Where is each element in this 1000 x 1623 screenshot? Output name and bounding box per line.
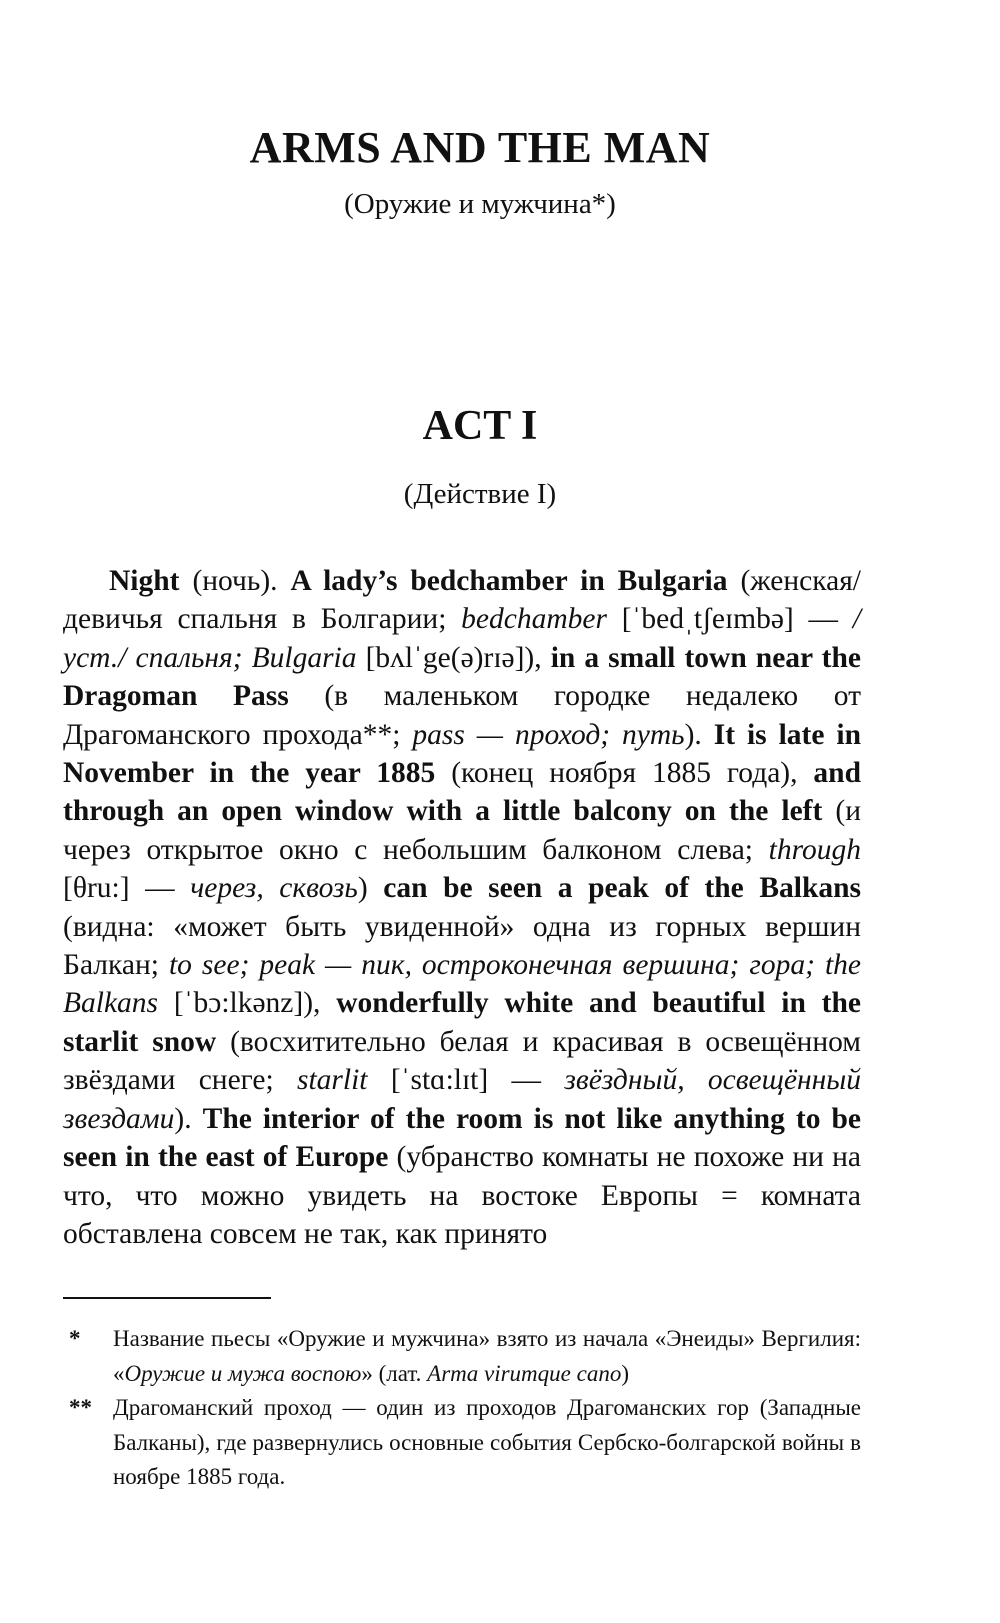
text-transcription: [ˈbedˌtʃeɪmbə] —	[607, 603, 853, 636]
footnote	[63, 1322, 861, 1391]
text-original: The interior of the room is not like anything to be seen in the east of Europe	[63, 1102, 861, 1174]
text-translation: (в маленьком городке недалеко от Драгоманского прохода**;	[63, 680, 862, 751]
text-translation: (женская/девичья спальня в Болгарии;	[63, 565, 861, 636]
act-title: ACT I	[422, 403, 538, 449]
text-translation: (восхитительно белая и красивая в освещённом звёздами снеге;	[63, 1025, 861, 1097]
text-translation: (конец ноября 1885 года),	[435, 757, 814, 790]
text-translation: (убранство комнаты не похоже ни на что, что можно увидеть на востоке Европы = комната обставлена совсем не так, как принято	[63, 1141, 861, 1250]
text-original: can be seen a peak of the Balkans	[383, 872, 862, 905]
footnote-divider	[63, 1297, 271, 1299]
footnotes	[63, 1322, 861, 1495]
text-gloss: /уст./ спальня; Bulgaria	[63, 603, 861, 674]
footnote-mark: *	[69, 1326, 81, 1351]
book-subtitle: (Оружие и мужчина*)	[344, 188, 616, 220]
book-title: ARMS AND THE MAN	[249, 123, 711, 172]
text-gloss: через, сквозь	[190, 872, 358, 905]
footnote-text: Драгоманский проход — один из проходов Драгоманских гор (Западные Балканы), где развернулись основные события Сербско-болгарской войны в ноябре 1885 года.	[113, 1395, 861, 1489]
text-translation: ).	[684, 718, 714, 751]
text-original: in a small town near the Dragoman Pass	[63, 641, 861, 713]
body-paragraph	[63, 562, 861, 1253]
text-gloss: pass — проход; путь	[412, 718, 685, 751]
text-transcription: [bʌlˈge(ə)rɪə]),	[356, 641, 551, 674]
text-original: Night	[109, 565, 180, 597]
text-original: A lady’s bedchamber in Bulgaria	[290, 565, 728, 597]
footnote-mark: **	[69, 1395, 92, 1420]
footnote	[63, 1391, 861, 1495]
text-transcription: [ˈstɑ:lɪt] —	[367, 1064, 565, 1097]
text-original: It is late in November in the year 1885	[63, 718, 861, 790]
text-original: wonderfully white and beautiful in the starlit snow	[63, 987, 862, 1058]
text-gloss: through	[768, 833, 861, 866]
text-translation: (и через открытое окно с небольшим балконом слева;	[63, 795, 861, 866]
text-translation: (видна: «может быть увиденной» одна из горных вершин Балкан;	[63, 910, 861, 982]
footnote-text-part: » (лат.	[361, 1360, 428, 1386]
footnote-text-part: )	[621, 1360, 629, 1386]
text-original: and through an open window with a little balcony on the left	[63, 757, 861, 828]
text-translation: )	[357, 872, 384, 905]
text-transcription: [θru:] —	[63, 872, 191, 905]
footnote-text	[113, 1322, 861, 1391]
text-gloss: звёздный, освещённый звездами	[63, 1064, 862, 1135]
text-gloss: bedchamber	[461, 603, 607, 636]
text-gloss: to see; peak — пик, остроконечная вершина; гора; the Balkans	[63, 949, 861, 1020]
footnote-text-part: Название пьесы «Оружие и мужчина» взято из начала «Энеиды» Вергилия: «	[113, 1326, 861, 1386]
text-gloss: starlit	[297, 1064, 368, 1097]
act-subtitle: (Действие I)	[403, 478, 557, 510]
text-translation: (ночь).	[179, 565, 291, 597]
text-translation: ).	[174, 1102, 203, 1135]
footnote-latin: Arma virumque cano	[427, 1360, 622, 1386]
text-transcription: [ˈbɔ:lkənz]),	[158, 987, 337, 1020]
footnote-quote: Оружие и мужа воспою	[124, 1360, 362, 1386]
